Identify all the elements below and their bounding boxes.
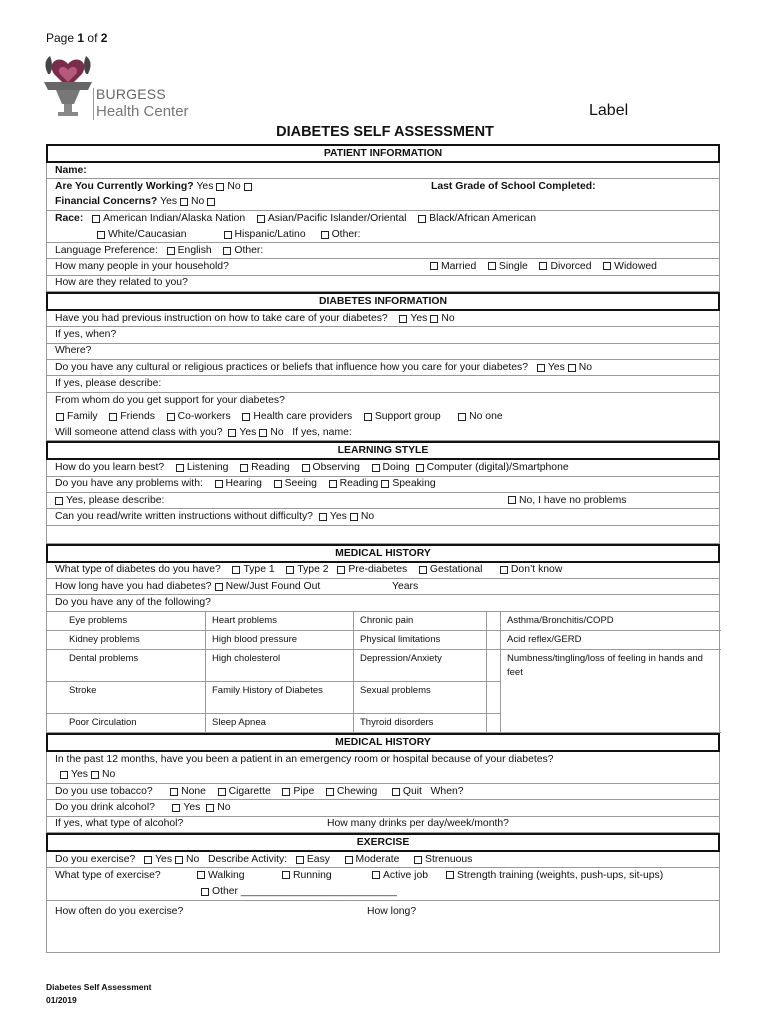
problem-seeing-checkbox[interactable] [274, 480, 282, 488]
problems-row: Do you have any problems with: Hearing Seeing Reading Speaking [46, 477, 720, 493]
household-row: How many people in your household? Married Single Divorced Widowed [46, 259, 720, 275]
working-row: Are You Currently Working? Yes No Last Grade of School Completed: [46, 179, 720, 194]
language-row: Language Preference: English Other: [46, 243, 720, 259]
lang-other-checkbox[interactable] [223, 247, 231, 255]
tobacco-row: Do you use tobacco? None Cigarette Pipe Chewing Quit When? [46, 784, 720, 800]
financial-row: Financial Concerns? Yes No [46, 194, 720, 210]
learn-computer-checkbox[interactable] [416, 464, 424, 472]
lang-english-checkbox[interactable] [167, 247, 175, 255]
condition-spacer [487, 682, 501, 714]
grade-label: Last Grade of School Completed: [431, 180, 596, 192]
attend-row: Will someone attend class with you? Yes No If yes, name: [46, 425, 720, 441]
race-row-2: White/Caucasian Hispanic/Latino Other: [46, 227, 720, 243]
support-providers-checkbox[interactable] [242, 413, 250, 421]
how-long-row: How long have you had diabetes? New/Just Found Out Years [46, 579, 720, 595]
logo-line2: Health Center [96, 103, 189, 120]
er-no-checkbox[interactable] [91, 771, 99, 779]
type2-checkbox[interactable] [286, 566, 294, 574]
support-options: Family Friends Co-workers Health care providers Support group No one [46, 409, 720, 425]
where-field[interactable]: Where? [46, 344, 720, 360]
learn-observing-checkbox[interactable] [302, 464, 310, 472]
condition-cell[interactable]: Stroke [47, 682, 206, 714]
problems-yes-checkbox[interactable] [55, 497, 63, 505]
section-medical-history: MEDICAL HISTORY [46, 544, 720, 563]
widowed-checkbox[interactable] [603, 262, 611, 270]
read-write-row: Can you read/write written instructions without difficulty? Yes No [46, 509, 720, 525]
yes-describe-row: Yes, please describe: No, I have no problems [46, 493, 720, 509]
learn-reading-checkbox[interactable] [240, 464, 248, 472]
problems-no-checkbox[interactable] [508, 496, 516, 504]
cultural-row: Do you have any cultural or religious practices or beliefs that influence how you care for your diabetes? Yes No [46, 360, 720, 376]
exercise-other-row: Other ___________________________ [46, 885, 720, 901]
diabetes-type-row: What type of diabetes do you have? Type 1 Type 2 Pre-diabetes Gestational Don’t know [46, 563, 720, 579]
section-learning-style: LEARNING STYLE [46, 441, 720, 460]
condition-cell[interactable]: Sleep Apnea [206, 714, 354, 733]
married-checkbox[interactable] [430, 262, 438, 270]
exercise-type-row: What type of exercise? Walking Running Active job Strength training (weights, push-ups, sit-ups) [46, 868, 720, 884]
condition-cell[interactable]: Acid reflex/GERD [501, 631, 721, 650]
page-number: Page 1 of 2 [46, 31, 108, 45]
learn-doing-checkbox[interactable] [372, 464, 380, 472]
form-title: DIABETES SELF ASSESSMENT [276, 124, 494, 140]
support-group-checkbox[interactable] [364, 413, 372, 421]
er-row: In the past 12 months, have you been a patient in an emergency room or hospital because of your diabetes? [46, 752, 720, 768]
condition-cell[interactable]: Asthma/Bronchitis/COPD [501, 612, 721, 631]
financial-no-checkbox[interactable] [207, 198, 215, 206]
condition-cell[interactable]: Family History of Diabetes [206, 682, 354, 714]
condition-cell[interactable]: Numbness/tingling/loss of feeling in hands and feet [507, 652, 703, 678]
instruction-yes-checkbox[interactable] [399, 315, 407, 323]
new-diagnosis-checkbox[interactable] [215, 583, 223, 591]
walking-checkbox[interactable] [197, 871, 205, 879]
divorced-checkbox[interactable] [539, 262, 547, 270]
exercise-row: Do you exercise? Yes No Describe Activity: Easy Moderate Strenuous [46, 852, 720, 868]
problem-speaking-checkbox[interactable] [381, 480, 389, 488]
tobacco-pipe-checkbox[interactable] [282, 788, 290, 796]
exercise-no-checkbox[interactable] [175, 856, 183, 864]
support-label: From whom do you get support for your diabetes? [46, 393, 720, 409]
support-family-checkbox[interactable] [56, 413, 64, 421]
dont-know-checkbox[interactable] [500, 566, 508, 574]
tobacco-quit-checkbox[interactable] [392, 788, 400, 796]
attend-no-checkbox[interactable] [259, 429, 267, 437]
condition-cell[interactable]: High blood pressure [206, 631, 354, 650]
problem-hearing-checkbox[interactable] [215, 480, 223, 488]
working-no-checkbox[interactable] [244, 183, 252, 191]
footer-title: Diabetes Self Assessment [46, 982, 152, 992]
gestational-checkbox[interactable] [419, 566, 427, 574]
following-row: Do you have any of the following? [46, 595, 720, 611]
condition-cell[interactable]: Thyroid disorders [354, 714, 487, 733]
condition-spacer [487, 650, 501, 682]
exercise-other-checkbox[interactable] [201, 888, 209, 896]
tobacco-chewing-checkbox[interactable] [326, 788, 334, 796]
running-checkbox[interactable] [282, 871, 290, 879]
logo-line1: BURGESS [96, 86, 166, 102]
name-field[interactable]: Name: [46, 163, 720, 179]
footer-date: 01/2019 [46, 995, 77, 1005]
burgess-logo [40, 52, 210, 124]
condition-cell[interactable]: Chronic pain [354, 612, 487, 631]
support-friends-checkbox[interactable] [109, 413, 117, 421]
race-row: Race: American Indian/Alaska Nation Asian/Pacific Islander/Oriental Black/African American [46, 211, 720, 227]
describe-field[interactable]: If yes, please describe: [46, 376, 720, 392]
er-options: Yes No [46, 768, 720, 784]
learn-listening-checkbox[interactable] [176, 464, 184, 472]
tobacco-cigarette-checkbox[interactable] [218, 788, 226, 796]
condition-cell[interactable]: Eye problems [47, 612, 206, 631]
exercise-easy-checkbox[interactable] [296, 856, 304, 864]
assessment-form [46, 144, 720, 953]
exercise-strenuous-checkbox[interactable] [414, 856, 422, 864]
section-diabetes-information: DIABETES INFORMATION [46, 292, 720, 311]
condition-cell[interactable]: Dental problems [47, 650, 206, 682]
problem-reading-checkbox[interactable] [329, 480, 337, 488]
readwrite-yes-checkbox[interactable] [319, 513, 327, 521]
condition-spacer [487, 612, 501, 631]
condition-cell[interactable]: Depression/Anxiety [354, 650, 487, 682]
condition-cell[interactable]: Physical limitations [354, 631, 487, 650]
condition-cell[interactable]: Sexual problems [354, 682, 487, 714]
type1-checkbox[interactable] [232, 566, 240, 574]
support-coworkers-checkbox[interactable] [167, 413, 175, 421]
section-medical-history-2: MEDICAL HISTORY [46, 733, 720, 752]
condition-cell[interactable]: Kidney problems [47, 631, 206, 650]
instruction-row: Have you had previous instruction on how to take care of your diabetes? Yes No [46, 311, 720, 327]
condition-spacer [487, 714, 501, 733]
tobacco-none-checkbox[interactable] [170, 788, 178, 796]
alcohol-no-checkbox[interactable] [206, 804, 214, 812]
cultural-no-checkbox[interactable] [568, 364, 576, 372]
prediabetes-checkbox[interactable] [337, 566, 345, 574]
conditions-grid [46, 612, 720, 733]
related-field[interactable]: How are they related to you? [46, 276, 720, 292]
race-checkbox-2[interactable] [257, 215, 265, 223]
when-field[interactable]: If yes, when? [46, 327, 720, 343]
condition-cell [501, 714, 721, 733]
race-checkbox-6[interactable] [321, 231, 329, 239]
label-placeholder: Label [589, 102, 629, 119]
race-checkbox-5[interactable] [224, 231, 232, 239]
logo-emblem-icon [40, 52, 96, 120]
section-patient-information: PATIENT INFORMATION [46, 144, 720, 163]
condition-spacer [487, 631, 501, 650]
learn-row: How do you learn best? Listening Reading Observing Doing Computer (digital)/Smartphone [46, 460, 720, 476]
financial-yes-checkbox[interactable] [180, 198, 188, 206]
alcohol-row: Do you drink alcohol? Yes No [46, 800, 720, 816]
alcohol-yes-checkbox[interactable] [172, 804, 180, 812]
race-checkbox-3[interactable] [418, 215, 426, 223]
condition-cell[interactable]: High cholesterol [206, 650, 354, 682]
active-job-checkbox[interactable] [372, 871, 380, 879]
alcohol-type-row: If yes, what type of alcohol? How many drinks per day/week/month? [46, 817, 720, 833]
single-checkbox[interactable] [488, 262, 496, 270]
exercise-moderate-checkbox[interactable] [345, 856, 353, 864]
cultural-yes-checkbox[interactable] [537, 364, 545, 372]
blank-row [46, 526, 720, 544]
section-exercise: EXERCISE [46, 833, 720, 852]
working-yes-checkbox[interactable] [216, 183, 224, 191]
instruction-no-checkbox[interactable] [430, 315, 438, 323]
often-row: How often do you exercise? How long? [46, 901, 720, 953]
race-checkbox-1[interactable] [92, 215, 100, 223]
race-checkbox-4[interactable] [97, 231, 105, 239]
condition-cell [501, 682, 721, 714]
condition-cell[interactable]: Poor Circulation [47, 714, 206, 733]
exercise-yes-checkbox[interactable] [144, 856, 152, 864]
condition-cell[interactable]: Heart problems [206, 612, 354, 631]
strength-checkbox[interactable] [446, 871, 454, 879]
support-none-checkbox[interactable] [458, 413, 466, 421]
er-yes-checkbox[interactable] [60, 771, 68, 779]
attend-yes-checkbox[interactable] [228, 429, 236, 437]
readwrite-no-checkbox[interactable] [350, 513, 358, 521]
